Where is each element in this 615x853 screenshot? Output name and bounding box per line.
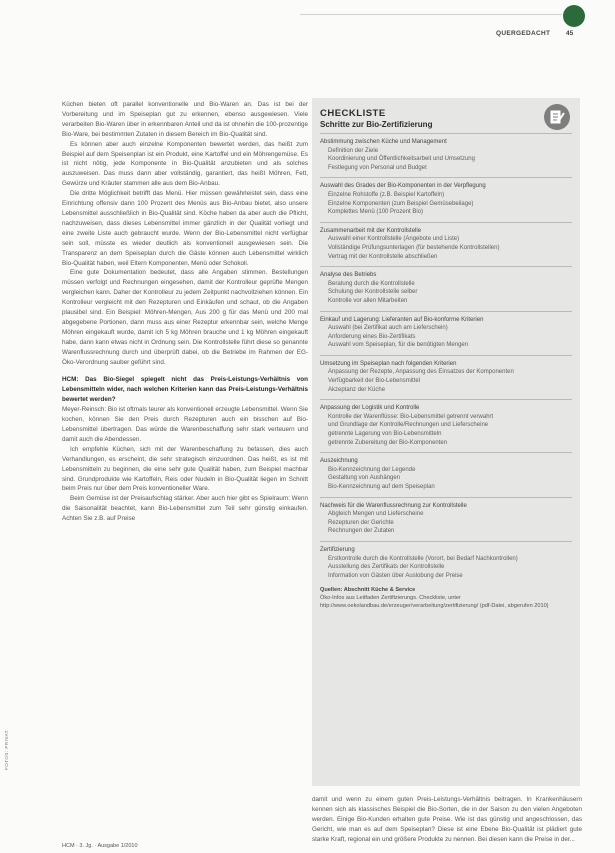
- checklist-item: Festlegung von Personal und Budget: [328, 164, 427, 171]
- checklist-group-head: Anpassung der Logistik und Kontrolle: [320, 405, 420, 412]
- sources-text: Öko-Infos aus Leitfaden Zertifizierungs. Checkliste, unter http://www.oekolandbau.de/erzeuger/verarbeitung/zertifizierung/ (pdf-Datei, abgerufen 2010): [320, 595, 549, 610]
- checklist-group: [320, 138, 572, 172]
- checklist-divider: [320, 452, 572, 453]
- checklist-item: Akzeptanz der Küche: [328, 386, 386, 393]
- checklist-group-head: Analyse des Betriebs: [320, 272, 377, 279]
- checklist-item: Auswahl einer Kontrollstelle (Angebote und Liste): [328, 236, 460, 243]
- checklist-item: Ausstellung des Zertifikats der Kontrollstelle: [328, 564, 445, 571]
- checklist-item: Erstkontrolle durch die Kontrollstelle (Vorort, bei Bedarf Nachkontrollen): [328, 555, 518, 562]
- checklist-item: Gestaltung von Aushängen: [328, 475, 401, 482]
- checklist-item: Verfügbarkeit der Bio-Lebensmittel: [328, 378, 421, 385]
- checklist-divider: [320, 222, 572, 223]
- checklist-box: [312, 98, 580, 786]
- body-paragraph: Die dritte Möglichkeit betrifft das Menü. Hier müssen gewährleistet sein, dass eine Einrichtung offensiv dann 100 Prozent des Menüs aus Bio-Anbau bietet, also unsere Lebensmittel ausschließlich in Bio-Qualität sind. Köche haben da aber auch die Pflicht, nachzuweisen, dass dieses Lebensmittel immer gänzlich in der Qualität vorliegt und eine zweite Liste auch gebraucht wurde. Wenn der Bio-Lebensmittel nicht verfügbar sein soll, müsste es wieder deutlich als konventionell ausgewiesen sein. Die Transparenz an dem Speiseplan durch die Gäste können auch Lebensmittel wirklich Bio-Qualität haben, weil Eltern Komponenten, Menü oder Schokoli.: [62, 190, 308, 267]
- checklist-item: Einzelne Komponenten (zum Beispiel Gemüsebeilage): [328, 200, 474, 207]
- checklist-item: Kontrolle vor allen Mitarbeiten: [328, 297, 408, 304]
- sources-head: Quellen: Abschnitt Küche & Service: [320, 587, 416, 594]
- checklist-item: Bio-Kennzeichnung auf dem Speiseplan: [328, 484, 435, 490]
- checklist-divider: [320, 399, 572, 400]
- checklist-group: [320, 457, 572, 491]
- answer-paragraph: Meyer-Reinsch: Bio ist oftmals teurer als konventionell erzeugte Lebensmittel. Wenn Sie kochen, können Sie den Preis durch Rezepturen auch ein bisschen auf Bio-Lebensmittel übertragen. Das würde die Warenbeschaffung sehr stark verteuern und damit auch die Abendessen.: [62, 406, 308, 443]
- checklist-group: [320, 227, 572, 261]
- checklist-sources: [320, 586, 572, 610]
- checklist-item: Kontrolle der Warenflüsse: Bio-Lebensmittel getrennt verwahrt: [328, 413, 494, 420]
- green-dot-icon: [563, 5, 585, 27]
- checklist-group: [320, 546, 572, 580]
- checklist-item: Information von Gästen über Auslobung der Preise: [328, 572, 463, 579]
- checklist-divider: [320, 541, 572, 542]
- body-paragraph: Eine gute Dokumentation bedeutet, dass alle Angaben stimmen. Bestellungen müssen verfolgt und Rechnungen eingesehen, damit der Kontrolleur geprüfte Mengen vergleichen kann. Daher der Kontrolleur zu jedem Zeitpunkt nachvollziehen können. Ein Kontrolleur vergleicht mit den Rezepturen und Einkäufen und schaut, ob die Angaben plausibel sind. Ein Beispiel: Möhren-Mengen, Aus 200 g für das Menü und 200 mal abgegebene Portionen, dann muss aus einer Rezeptur erkennbar sein, welche Menge Möhren eingekauft wurde, damit ich 5 kg Möhren brauche und 1 kg Möhren eingekauft habe, dann kann etwas nicht in Ordnung sein. Die Kontrollstelle führt diese so genannte Warenflussrechnung durch und überprüft dabei, ob die Betriebe im Rahmen der EG-Öko-Verordnung sauber geführt sind.: [62, 269, 308, 366]
- checklist-divider: [320, 311, 572, 312]
- checklist-group-head: Nachweis für die Warenflussrechnung zur Kontrollstelle: [320, 502, 467, 509]
- checklist-item: Komplettes Menü (100 Prozent Bio): [328, 209, 424, 216]
- checklist-item: Vollständige Prüfungsunterlagen (für bestehende Kontrollstellen): [328, 244, 500, 251]
- checklist-item: Bio-Kennzeichnung der Legende: [328, 466, 416, 473]
- checklist-groups: [320, 138, 572, 580]
- checklist-group-head: Auswahl des Grades der Bio-Komponenten in der Verpflegung: [320, 183, 486, 190]
- body-paragraph: Küchen bieten oft parallel konventionelle und Bio-Waren an. Das ist bei der Vorbereitung und im Speiseplan gut zu erkennen, ebenso ausgewiesen. Viele verarbeiten Bio-Waren über in erkennbaren Anteil und da ist ohnehin die 100-prozentige Bio-Ware, bei bestimmten Zutaten in diesem Bereich im Bio-Qualität sind.: [62, 101, 308, 138]
- body-paragraph: Es können aber auch einzelne Komponenten bewertet werden, das heißt zum Beispiel auf dem Speisenplan ist ein Produkt, eine Kartoffel und ein Möhrengemüse. Es ist nicht nötig, jede Komponente in Bio-Qualität anzubieten und als solches auszuweisen. Das muss dann aber vollständig, garantiert, das heißt Möhren, Fett, Gewürze und Kräuter stammen alle aus dem Bio-Anbau.: [62, 140, 308, 188]
- interview-question: HCM: Das Bio-Siegel spiegelt nicht das Preis-Leistungs-Verhältnis von Lebensmitteln wider, nach welchen Kriterien kann das Preis-Leistungs-Verhältnis bewertet werden?: [62, 376, 308, 404]
- bottom-right-column: [312, 795, 582, 845]
- checklist-item: getrennte Lagerung von Bio-Lebensmitteln: [328, 431, 442, 438]
- checklist-group-head: Umsetzung im Speiseplan nach folgenden Kriterien: [320, 360, 457, 367]
- checklist-item: und Grundlage der Kontrolle/Rechnungen und Lieferscheine: [328, 422, 489, 429]
- checklist-divider: [320, 497, 572, 498]
- checklist-item: Rezepturen der Gerichte: [328, 519, 394, 526]
- checklist-subtitle: Schritte zur Bio-Zertifizierung: [320, 120, 433, 129]
- page-number: 45: [566, 30, 574, 37]
- checklist-group: [320, 502, 572, 536]
- checklist-item: Anpassung der Rezepte, Anpassung des Einsatzes der Komponenten: [328, 369, 514, 376]
- photo-credit: FOTOS: PRIVAT: [4, 729, 9, 770]
- section-title: QUERGEDACHT: [496, 30, 551, 37]
- checklist-item: Einzelne Rohstoffe (z.B. Beispiel Kartoffeln): [328, 191, 445, 198]
- checklist-pencil-icon: [544, 104, 570, 130]
- checklist-item: Auswahl (bei Zertifikat auch am Lieferschein): [328, 325, 448, 332]
- answer-paragraph: Ich empfehle Küchen, sich mit der Warenbeschaffung zu befassen, dies auch Verhandlungen, es erscheint, die sehr strategisch einzuordnen. Das heißt, es ist mit Lebensmitteln zu beginnen, die eine sehr gute Qualität haben, zum Beispiel machbar sind. Grundprodukte wie Kartoffeln, Reis oder Nudeln in Bio-Qualität liegen im Schnitt beim Preis nur über dem Preis konventioneller Ware.: [62, 445, 308, 493]
- header-rule: [300, 14, 562, 15]
- checklist-divider: [320, 177, 572, 178]
- checklist-group-head: Einkauf und Lagerung: Lieferanten auf Bio-konforme Kriterien: [320, 316, 484, 323]
- checklist-group-head: Abstimmung zwischen Küche und Management: [320, 139, 447, 145]
- checklist-item: Auswahl vom Speiseplan, für die benötigten Mengen: [328, 342, 469, 349]
- checklist-item: Abgleich Mengen und Lieferscheine: [328, 511, 424, 518]
- checklist-item: Schulung der Kontrollstelle selber: [328, 289, 418, 296]
- body-paragraph: damit und wenn zu einem guten Preis-Leistungs-Verhältnis beitragen. In Krankenhäusern kennen sich als klassisches Beispiel die Bio-Sorten, die in der Saison zu den vielen Angeboten werden. Einige Bio-Kunden erhalten gute Preise. Wie ist das günstig und angeschlossen, das Gericht, wie man es auf dem Speiseplan? Diese ist eine Ebene Bio-Qualität ist plädiert gute starke Kraft, regional ein und größere Produkte zu nennen. Bei diesen kann die Preise in der...: [312, 796, 582, 843]
- checklist-item: getrennte Zubereitung der Bio-Komponenten: [328, 439, 448, 446]
- checklist-group-head: Auszeichnung: [320, 458, 358, 465]
- checklist-divider: [320, 266, 572, 267]
- checklist-title: CHECKLISTE: [320, 108, 386, 119]
- left-column: [62, 100, 308, 524]
- checklist-group: [320, 404, 572, 447]
- checklist-item: Vertrag mit der Kontrollstelle abschließen: [328, 253, 438, 260]
- checklist-item: Koordinierung und Öffentlichkeitsarbeit und Umsetzung: [328, 156, 475, 163]
- checklist-item: Rechnungen der Zutaten: [328, 528, 395, 535]
- checklist-divider: [320, 133, 572, 134]
- checklist-group: [320, 316, 572, 350]
- checklist-group-head: Zertifizierung: [320, 546, 355, 553]
- page-footer: HCM · 3. Jg. · Ausgabe 1/2010: [62, 843, 138, 849]
- checklist-item: Definition der Ziele: [328, 147, 379, 154]
- answer-paragraph: Beim Gemüse ist der Preisaufschlag stärker. Aber auch hier gibt es Spielraum: Wenn die Saisonalität beachtet, kann Bio-Lebensmittel zum Teil sehr günstig einkaufen. Achten Sie z.B. auf Preise: [62, 495, 308, 523]
- checklist-divider: [320, 355, 572, 356]
- checklist-group-head: Zusammenarbeit mit der Kontrollstelle: [320, 227, 422, 234]
- checklist-group: [320, 271, 572, 305]
- checklist-item: Anforderung eines Bio-Zertifikats: [328, 333, 416, 340]
- checklist-item: Beratung durch die Kontrollstelle: [328, 280, 415, 287]
- checklist-group: [320, 360, 572, 394]
- checklist-group: [320, 182, 572, 216]
